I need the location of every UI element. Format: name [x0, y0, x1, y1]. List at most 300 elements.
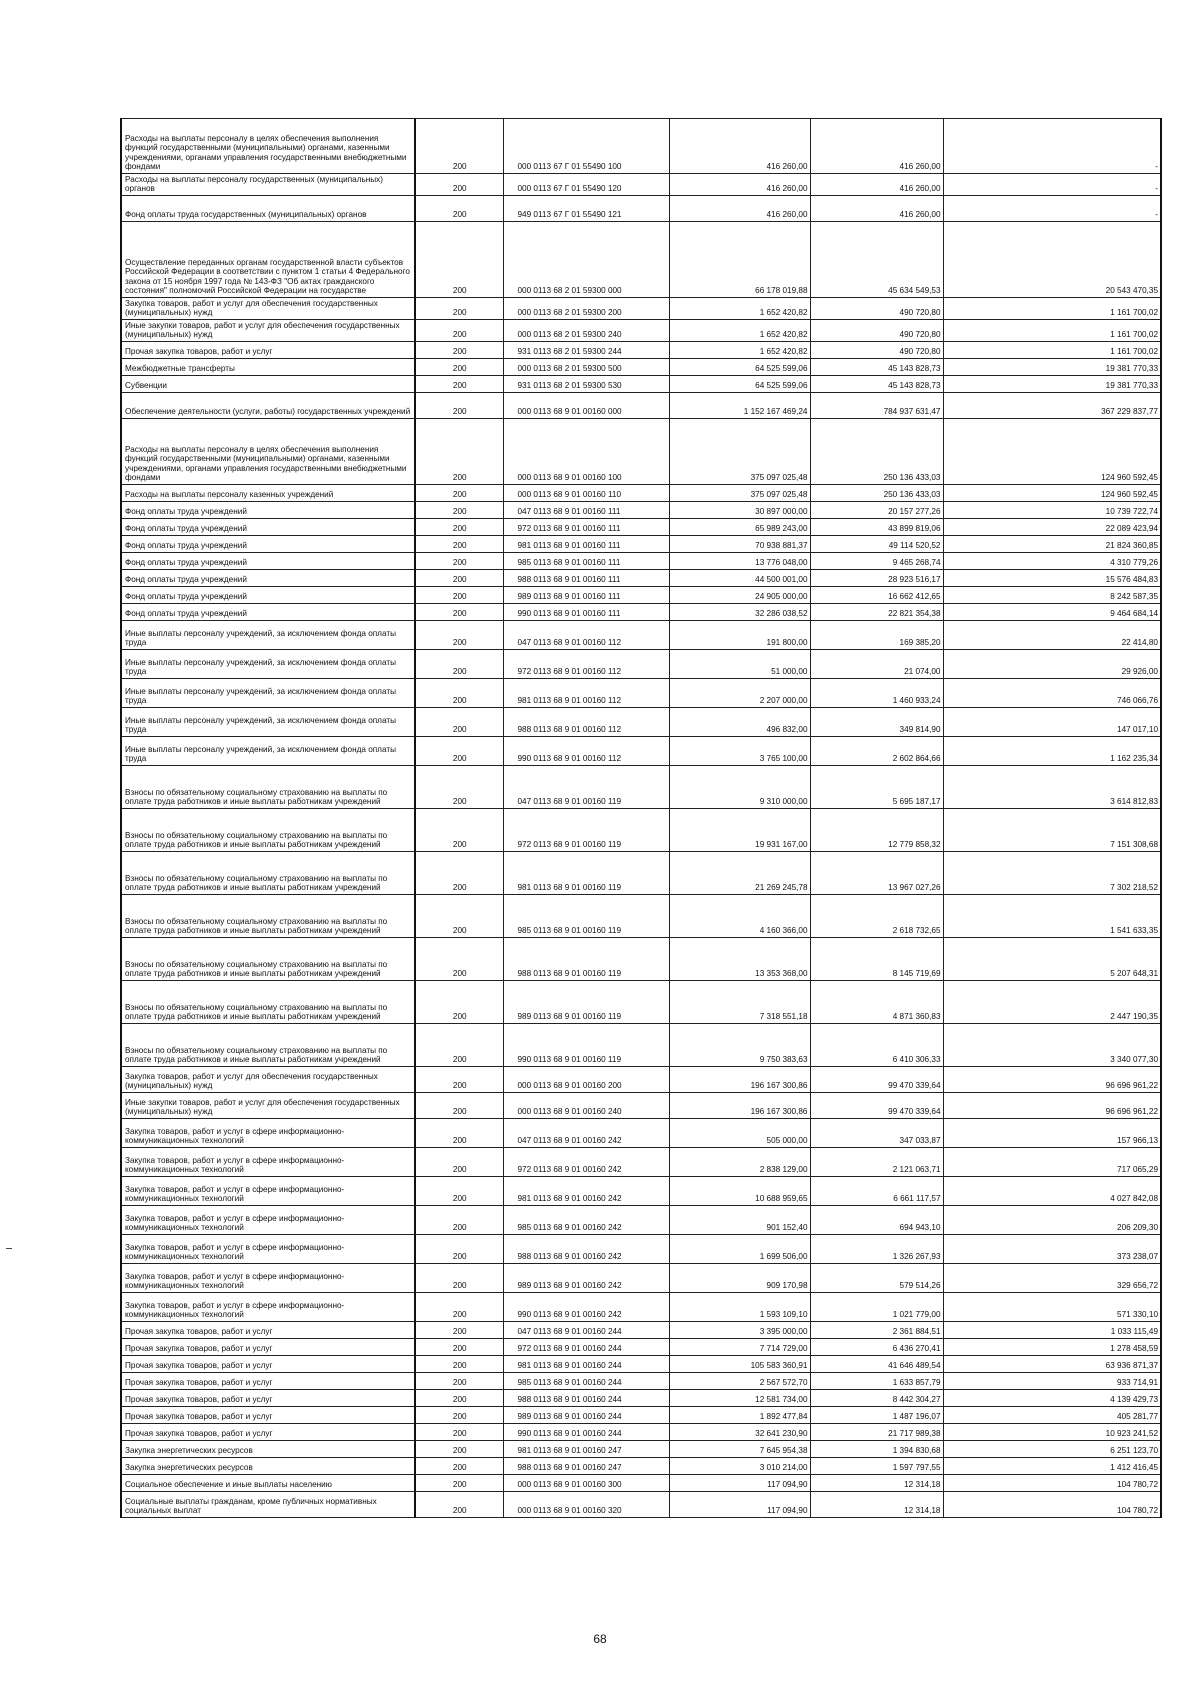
cell-budget-code: 000 0113 68 9 01 00160 240	[503, 1093, 669, 1119]
scan-margin-mark	[6, 1248, 12, 1249]
table-row	[121, 604, 1161, 621]
cell-line-code: 200	[415, 1024, 503, 1067]
cell-line-code: 200	[415, 708, 503, 737]
cell-budget-code: 000 0113 68 9 01 00160 100	[503, 419, 669, 485]
cell-budget-code: 989 0113 68 9 01 00160 244	[503, 1407, 669, 1424]
cell-approved: 9 750 383,63	[669, 1024, 810, 1067]
cell-budget-code: 972 0113 68 9 01 00160 111	[503, 519, 669, 536]
cell-executed: 5 695 187,17	[810, 766, 943, 809]
cell-approved: 1 652 420,82	[669, 320, 810, 342]
cell-approved: 13 776 048,00	[669, 553, 810, 570]
cell-line-code: 200	[415, 342, 503, 359]
cell-line-code: 200	[415, 587, 503, 604]
cell-line-code: 200	[415, 1356, 503, 1373]
cell-line-code: 200	[415, 1390, 503, 1407]
cell-name: Взносы по обязательному социальному страхованию на выплаты по оплате труда работников и иные выплаты работникам учреждений	[121, 1024, 415, 1067]
cell-name: Прочая закупка товаров, работ и услуг	[121, 1373, 415, 1390]
table-row	[121, 1024, 1161, 1067]
cell-remaining: 5 207 648,31	[943, 938, 1161, 981]
cell-approved: 10 688 959,65	[669, 1177, 810, 1206]
cell-remaining: -	[943, 196, 1161, 222]
cell-name: Закупка товаров, работ и услуг в сфере информационно-коммуникационных технологий	[121, 1264, 415, 1293]
cell-line-code: 200	[415, 1407, 503, 1424]
cell-executed: 45 143 828,73	[810, 359, 943, 376]
table-row	[121, 570, 1161, 587]
cell-name: Фонд оплаты труда учреждений	[121, 536, 415, 553]
cell-budget-code: 949 0113 67 Г 01 55490 121	[503, 196, 669, 222]
cell-name: Прочая закупка товаров, работ и услуг	[121, 1339, 415, 1356]
table-row	[121, 766, 1161, 809]
cell-remaining: 9 464 684,14	[943, 604, 1161, 621]
cell-name: Субвенции	[121, 376, 415, 393]
cell-remaining: 15 576 484,83	[943, 570, 1161, 587]
cell-executed: 8 145 719,69	[810, 938, 943, 981]
table-row	[121, 1458, 1161, 1475]
cell-budget-code: 985 0113 68 9 01 00160 111	[503, 553, 669, 570]
cell-approved: 7 318 551,18	[669, 981, 810, 1024]
cell-remaining: 367 229 837,77	[943, 393, 1161, 419]
cell-remaining: 157 966,13	[943, 1119, 1161, 1148]
cell-remaining: 4 310 779,26	[943, 553, 1161, 570]
cell-name: Межбюджетные трансферты	[121, 359, 415, 376]
cell-executed: 694 943,10	[810, 1206, 943, 1235]
cell-executed: 12 314,18	[810, 1492, 943, 1518]
cell-line-code: 200	[415, 419, 503, 485]
cell-executed: 347 033,87	[810, 1119, 943, 1148]
cell-line-code: 200	[415, 393, 503, 419]
table-row	[121, 196, 1161, 222]
cell-approved: 909 170,98	[669, 1264, 810, 1293]
cell-budget-code: 985 0113 68 9 01 00160 242	[503, 1206, 669, 1235]
cell-remaining: 1 033 115,49	[943, 1322, 1161, 1339]
cell-line-code: 200	[415, 196, 503, 222]
cell-approved: 3 395 000,00	[669, 1322, 810, 1339]
cell-name: Взносы по обязательному социальному страхованию на выплаты по оплате труда работников и иные выплаты работникам учреждений	[121, 938, 415, 981]
table-row	[121, 852, 1161, 895]
cell-budget-code: 000 0113 68 2 01 59300 000	[503, 222, 669, 298]
cell-name: Иные закупки товаров, работ и услуг для обеспечения государственных (муниципальных) нужд	[121, 320, 415, 342]
cell-budget-code: 047 0113 68 9 01 00160 244	[503, 1322, 669, 1339]
cell-budget-code: 000 0113 67 Г 01 55490 100	[503, 119, 669, 174]
cell-remaining: 933 714,91	[943, 1373, 1161, 1390]
cell-remaining: 104 780,72	[943, 1475, 1161, 1492]
cell-executed: 6 661 117,57	[810, 1177, 943, 1206]
cell-approved: 19 931 167,00	[669, 809, 810, 852]
cell-remaining: 104 780,72	[943, 1492, 1161, 1518]
cell-budget-code: 981 0113 68 9 01 00160 247	[503, 1441, 669, 1458]
table-row	[121, 679, 1161, 708]
table-row	[121, 737, 1161, 766]
cell-executed: 9 465 268,74	[810, 553, 943, 570]
cell-approved: 65 989 243,00	[669, 519, 810, 536]
cell-approved: 416 260,00	[669, 119, 810, 174]
cell-remaining: 96 696 961,22	[943, 1093, 1161, 1119]
cell-budget-code: 000 0113 68 2 01 59300 500	[503, 359, 669, 376]
cell-budget-code: 981 0113 68 9 01 00160 242	[503, 1177, 669, 1206]
table-row	[121, 1339, 1161, 1356]
cell-remaining: 29 926,00	[943, 650, 1161, 679]
cell-remaining: 571 330,10	[943, 1293, 1161, 1322]
cell-name: Фонд оплаты труда учреждений	[121, 502, 415, 519]
cell-remaining: 147 017,10	[943, 708, 1161, 737]
cell-name: Закупка товаров, работ и услуг в сфере информационно-коммуникационных технологий	[121, 1235, 415, 1264]
cell-remaining: 22 414,80	[943, 621, 1161, 650]
cell-budget-code: 047 0113 68 9 01 00160 111	[503, 502, 669, 519]
cell-name: Расходы на выплаты персоналу казенных учреждений	[121, 485, 415, 502]
cell-name: Расходы на выплаты персоналу в целях обеспечения выполнения функций государственными (муниципальными) органами, казенными учреждениями, органами управления государственными внебюджетными фондами	[121, 119, 415, 174]
cell-line-code: 200	[415, 852, 503, 895]
cell-executed: 349 814,90	[810, 708, 943, 737]
cell-name: Расходы на выплаты персоналу в целях обеспечения выполнения функций государственными (муниципальными) органами, казенными учреждениями, органами управления государственными внебюджетными фондами	[121, 419, 415, 485]
cell-executed: 43 899 819,06	[810, 519, 943, 536]
cell-budget-code: 047 0113 68 9 01 00160 112	[503, 621, 669, 650]
cell-executed: 6 410 306,33	[810, 1024, 943, 1067]
cell-budget-code: 989 0113 68 9 01 00160 242	[503, 1264, 669, 1293]
cell-approved: 1 699 506,00	[669, 1235, 810, 1264]
cell-approved: 2 567 572,70	[669, 1373, 810, 1390]
cell-remaining: 1 161 700,02	[943, 320, 1161, 342]
cell-line-code: 200	[415, 536, 503, 553]
cell-budget-code: 000 0113 68 9 01 00160 000	[503, 393, 669, 419]
cell-line-code: 200	[415, 1492, 503, 1518]
cell-remaining: 21 824 360,85	[943, 536, 1161, 553]
cell-line-code: 200	[415, 222, 503, 298]
cell-budget-code: 985 0113 68 9 01 00160 244	[503, 1373, 669, 1390]
cell-executed: 490 720,80	[810, 320, 943, 342]
table-row	[121, 1475, 1161, 1492]
cell-budget-code: 972 0113 68 9 01 00160 119	[503, 809, 669, 852]
cell-remaining: 4 027 842,08	[943, 1177, 1161, 1206]
cell-executed: 22 821 354,38	[810, 604, 943, 621]
cell-remaining: 8 242 587,35	[943, 587, 1161, 604]
cell-name: Фонд оплаты труда учреждений	[121, 570, 415, 587]
cell-executed: 99 470 339,64	[810, 1067, 943, 1093]
cell-executed: 579 514,26	[810, 1264, 943, 1293]
cell-line-code: 200	[415, 376, 503, 393]
cell-name: Прочая закупка товаров, работ и услуг	[121, 1407, 415, 1424]
cell-remaining: 1 162 235,34	[943, 737, 1161, 766]
cell-budget-code: 000 0113 68 9 01 00160 320	[503, 1492, 669, 1518]
cell-line-code: 200	[415, 119, 503, 174]
table-row	[121, 1293, 1161, 1322]
cell-line-code: 200	[415, 1264, 503, 1293]
table-row	[121, 359, 1161, 376]
table-row	[121, 536, 1161, 553]
cell-remaining: 329 656,72	[943, 1264, 1161, 1293]
cell-approved: 2 207 000,00	[669, 679, 810, 708]
cell-line-code: 200	[415, 679, 503, 708]
cell-budget-code: 988 0113 68 9 01 00160 112	[503, 708, 669, 737]
cell-line-code: 200	[415, 1441, 503, 1458]
cell-name: Взносы по обязательному социальному страхованию на выплаты по оплате труда работников и иные выплаты работникам учреждений	[121, 766, 415, 809]
cell-approved: 32 286 038,52	[669, 604, 810, 621]
table-row	[121, 1119, 1161, 1148]
cell-executed: 1 487 196,07	[810, 1407, 943, 1424]
cell-executed: 2 602 864,66	[810, 737, 943, 766]
cell-budget-code: 988 0113 68 9 01 00160 242	[503, 1235, 669, 1264]
cell-executed: 8 442 304,27	[810, 1390, 943, 1407]
cell-remaining: 1 541 633,35	[943, 895, 1161, 938]
cell-name: Иные выплаты персоналу учреждений, за исключением фонда оплаты труда	[121, 621, 415, 650]
cell-name: Социальное обеспечение и иные выплаты населению	[121, 1475, 415, 1492]
cell-executed: 6 436 270,41	[810, 1339, 943, 1356]
cell-budget-code: 988 0113 68 9 01 00160 247	[503, 1458, 669, 1475]
cell-executed: 41 646 489,54	[810, 1356, 943, 1373]
cell-name: Фонд оплаты труда учреждений	[121, 587, 415, 604]
cell-name: Расходы на выплаты персоналу государственных (муниципальных) органов	[121, 174, 415, 196]
cell-approved: 3 010 214,00	[669, 1458, 810, 1475]
cell-approved: 44 500 001,00	[669, 570, 810, 587]
cell-remaining: 746 066,76	[943, 679, 1161, 708]
cell-approved: 416 260,00	[669, 174, 810, 196]
cell-name: Закупка товаров, работ и услуг в сфере информационно-коммуникационных технологий	[121, 1293, 415, 1322]
table-row	[121, 708, 1161, 737]
table-row	[121, 1407, 1161, 1424]
cell-line-code: 200	[415, 1093, 503, 1119]
cell-approved: 105 583 360,91	[669, 1356, 810, 1373]
cell-approved: 496 832,00	[669, 708, 810, 737]
cell-line-code: 200	[415, 519, 503, 536]
table-row	[121, 587, 1161, 604]
cell-approved: 375 097 025,48	[669, 419, 810, 485]
cell-executed: 490 720,80	[810, 298, 943, 320]
cell-remaining: 63 936 871,37	[943, 1356, 1161, 1373]
cell-name: Иные закупки товаров, работ и услуг для обеспечения государственных (муниципальных) нужд	[121, 1093, 415, 1119]
cell-remaining: 20 543 470,35	[943, 222, 1161, 298]
cell-approved: 9 310 000,00	[669, 766, 810, 809]
cell-executed: 416 260,00	[810, 174, 943, 196]
cell-executed: 250 136 433,03	[810, 485, 943, 502]
table-row	[121, 1206, 1161, 1235]
cell-line-code: 200	[415, 809, 503, 852]
cell-approved: 13 353 368,00	[669, 938, 810, 981]
cell-budget-code: 989 0113 68 9 01 00160 111	[503, 587, 669, 604]
cell-remaining: -	[943, 119, 1161, 174]
cell-name: Социальные выплаты гражданам, кроме публичных нормативных социальных выплат	[121, 1492, 415, 1518]
cell-line-code: 200	[415, 1148, 503, 1177]
cell-remaining: -	[943, 174, 1161, 196]
cell-executed: 45 143 828,73	[810, 376, 943, 393]
cell-remaining: 4 139 429,73	[943, 1390, 1161, 1407]
cell-executed: 416 260,00	[810, 196, 943, 222]
cell-approved: 191 800,00	[669, 621, 810, 650]
cell-executed: 99 470 339,64	[810, 1093, 943, 1119]
cell-approved: 51 000,00	[669, 650, 810, 679]
table-row	[121, 650, 1161, 679]
cell-budget-code: 988 0113 68 9 01 00160 111	[503, 570, 669, 587]
table-row	[121, 621, 1161, 650]
cell-approved: 64 525 599,06	[669, 376, 810, 393]
cell-budget-code: 047 0113 68 9 01 00160 242	[503, 1119, 669, 1148]
cell-executed: 1 326 267,93	[810, 1235, 943, 1264]
cell-budget-code: 931 0113 68 2 01 59300 244	[503, 342, 669, 359]
cell-approved: 1 652 420,82	[669, 298, 810, 320]
cell-approved: 66 178 019,88	[669, 222, 810, 298]
table-row	[121, 1235, 1161, 1264]
cell-executed: 2 361 884,51	[810, 1322, 943, 1339]
cell-line-code: 200	[415, 1475, 503, 1492]
cell-executed: 784 937 631,47	[810, 393, 943, 419]
table-row	[121, 320, 1161, 342]
cell-name: Закупка энергетических ресурсов	[121, 1441, 415, 1458]
cell-remaining: 1 412 416,45	[943, 1458, 1161, 1475]
table-row	[121, 809, 1161, 852]
cell-line-code: 200	[415, 1322, 503, 1339]
cell-executed: 1 633 857,79	[810, 1373, 943, 1390]
cell-budget-code: 000 0113 67 Г 01 55490 120	[503, 174, 669, 196]
table-row	[121, 222, 1161, 298]
cell-remaining: 1 278 458,59	[943, 1339, 1161, 1356]
cell-approved: 375 097 025,48	[669, 485, 810, 502]
cell-budget-code: 981 0113 68 9 01 00160 111	[503, 536, 669, 553]
table-row	[121, 1373, 1161, 1390]
cell-budget-code: 989 0113 68 9 01 00160 119	[503, 981, 669, 1024]
cell-remaining: 2 447 190,35	[943, 981, 1161, 1024]
cell-executed: 2 618 732,65	[810, 895, 943, 938]
cell-approved: 1 593 109,10	[669, 1293, 810, 1322]
cell-name: Закупка товаров, работ и услуг для обеспечения государственных (муниципальных) нужд	[121, 1067, 415, 1093]
cell-line-code: 200	[415, 502, 503, 519]
cell-line-code: 200	[415, 1373, 503, 1390]
cell-approved: 1 892 477,84	[669, 1407, 810, 1424]
cell-executed: 28 923 516,17	[810, 570, 943, 587]
cell-remaining: 405 281,77	[943, 1407, 1161, 1424]
cell-name: Иные выплаты персоналу учреждений, за исключением фонда оплаты труда	[121, 679, 415, 708]
cell-approved: 7 714 729,00	[669, 1339, 810, 1356]
cell-executed: 1 597 797,55	[810, 1458, 943, 1475]
cell-line-code: 200	[415, 1339, 503, 1356]
cell-name: Закупка энергетических ресурсов	[121, 1458, 415, 1475]
cell-name: Закупка товаров, работ и услуг в сфере информационно-коммуникационных технологий	[121, 1119, 415, 1148]
budget-execution-sheet	[120, 118, 1160, 1518]
cell-executed: 1 394 830,68	[810, 1441, 943, 1458]
expenditure-table-body	[121, 119, 1161, 1518]
table-row	[121, 519, 1161, 536]
cell-remaining: 717 065,29	[943, 1148, 1161, 1177]
cell-budget-code: 988 0113 68 9 01 00160 119	[503, 938, 669, 981]
cell-approved: 117 094,90	[669, 1475, 810, 1492]
cell-budget-code: 000 0113 68 2 01 59300 200	[503, 298, 669, 320]
cell-budget-code: 990 0113 68 9 01 00160 244	[503, 1424, 669, 1441]
cell-line-code: 200	[415, 1293, 503, 1322]
table-row	[121, 1492, 1161, 1518]
cell-name: Осуществление переданных органам государственной власти субъектов Российской Федерации в соответствии с пунктом 1 статьи 4 Федерального закона от 15 ноября 1997 года № 143-ФЗ "Об актах гражданского состояния" полномочий Российской Федерации на государстве	[121, 222, 415, 298]
cell-approved: 30 897 000,00	[669, 502, 810, 519]
cell-approved: 12 581 734,00	[669, 1390, 810, 1407]
cell-approved: 416 260,00	[669, 196, 810, 222]
cell-line-code: 200	[415, 1177, 503, 1206]
cell-line-code: 200	[415, 737, 503, 766]
cell-name: Иные выплаты персоналу учреждений, за исключением фонда оплаты труда	[121, 650, 415, 679]
cell-name: Прочая закупка товаров, работ и услуг	[121, 1424, 415, 1441]
cell-name: Фонд оплаты труда государственных (муниципальных) органов	[121, 196, 415, 222]
cell-approved: 901 152,40	[669, 1206, 810, 1235]
cell-line-code: 200	[415, 1206, 503, 1235]
table-row	[121, 938, 1161, 981]
cell-remaining: 373 238,07	[943, 1235, 1161, 1264]
cell-budget-code: 981 0113 68 9 01 00160 244	[503, 1356, 669, 1373]
cell-name: Прочая закупка товаров, работ и услуг	[121, 1356, 415, 1373]
cell-approved: 7 645 954,38	[669, 1441, 810, 1458]
cell-executed: 416 260,00	[810, 119, 943, 174]
cell-approved: 2 838 129,00	[669, 1148, 810, 1177]
cell-line-code: 200	[415, 1235, 503, 1264]
table-row	[121, 119, 1161, 174]
table-row	[121, 1441, 1161, 1458]
cell-budget-code: 988 0113 68 9 01 00160 244	[503, 1390, 669, 1407]
cell-approved: 505 000,00	[669, 1119, 810, 1148]
table-row	[121, 1264, 1161, 1293]
table-row	[121, 895, 1161, 938]
cell-name: Закупка товаров, работ и услуг в сфере информационно-коммуникационных технологий	[121, 1206, 415, 1235]
table-row	[121, 1177, 1161, 1206]
cell-budget-code: 047 0113 68 9 01 00160 119	[503, 766, 669, 809]
cell-line-code: 200	[415, 938, 503, 981]
cell-approved: 196 167 300,86	[669, 1067, 810, 1093]
cell-name: Взносы по обязательному социальному страхованию на выплаты по оплате труда работников и иные выплаты работникам учреждений	[121, 981, 415, 1024]
cell-budget-code: 990 0113 68 9 01 00160 119	[503, 1024, 669, 1067]
cell-line-code: 200	[415, 553, 503, 570]
table-row	[121, 1148, 1161, 1177]
cell-remaining: 7 151 308,68	[943, 809, 1161, 852]
cell-remaining: 96 696 961,22	[943, 1067, 1161, 1093]
cell-budget-code: 000 0113 68 9 01 00160 110	[503, 485, 669, 502]
cell-line-code: 200	[415, 1067, 503, 1093]
cell-approved: 24 905 000,00	[669, 587, 810, 604]
cell-approved: 3 765 100,00	[669, 737, 810, 766]
table-row	[121, 981, 1161, 1024]
cell-approved: 4 160 366,00	[669, 895, 810, 938]
cell-name: Закупка товаров, работ и услуг в сфере информационно-коммуникационных технологий	[121, 1177, 415, 1206]
cell-name: Взносы по обязательному социальному страхованию на выплаты по оплате труда работников и иные выплаты работникам учреждений	[121, 852, 415, 895]
cell-remaining: 7 302 218,52	[943, 852, 1161, 895]
cell-executed: 20 157 277,26	[810, 502, 943, 519]
cell-line-code: 200	[415, 1458, 503, 1475]
cell-budget-code: 000 0113 68 9 01 00160 300	[503, 1475, 669, 1492]
cell-name: Закупка товаров, работ и услуг для обеспечения государственных (муниципальных) нужд	[121, 298, 415, 320]
cell-name: Обеспечение деятельности (услуги, работы) государственных учреждений	[121, 393, 415, 419]
cell-name: Иные выплаты персоналу учреждений, за исключением фонда оплаты труда	[121, 708, 415, 737]
cell-remaining: 1 161 700,02	[943, 298, 1161, 320]
cell-approved: 21 269 245,78	[669, 852, 810, 895]
cell-executed: 12 779 858,32	[810, 809, 943, 852]
cell-name: Фонд оплаты труда учреждений	[121, 604, 415, 621]
cell-budget-code: 990 0113 68 9 01 00160 111	[503, 604, 669, 621]
cell-remaining: 6 251 123,70	[943, 1441, 1161, 1458]
table-row	[121, 1093, 1161, 1119]
table-row	[121, 1390, 1161, 1407]
cell-name: Фонд оплаты труда учреждений	[121, 519, 415, 536]
cell-line-code: 200	[415, 320, 503, 342]
cell-budget-code: 981 0113 68 9 01 00160 119	[503, 852, 669, 895]
cell-executed: 490 720,80	[810, 342, 943, 359]
cell-executed: 1 460 933,24	[810, 679, 943, 708]
cell-remaining: 10 739 722,74	[943, 502, 1161, 519]
cell-approved: 64 525 599,06	[669, 359, 810, 376]
cell-executed: 16 662 412,65	[810, 587, 943, 604]
cell-remaining: 22 089 423,94	[943, 519, 1161, 536]
cell-name: Иные выплаты персоналу учреждений, за исключением фонда оплаты труда	[121, 737, 415, 766]
cell-budget-code: 972 0113 68 9 01 00160 244	[503, 1339, 669, 1356]
cell-executed: 21 074,00	[810, 650, 943, 679]
cell-budget-code: 000 0113 68 2 01 59300 240	[503, 320, 669, 342]
table-row	[121, 376, 1161, 393]
cell-executed: 13 967 027,26	[810, 852, 943, 895]
cell-executed: 169 385,20	[810, 621, 943, 650]
cell-approved: 70 938 881,37	[669, 536, 810, 553]
table-row	[121, 1322, 1161, 1339]
table-row	[121, 1067, 1161, 1093]
